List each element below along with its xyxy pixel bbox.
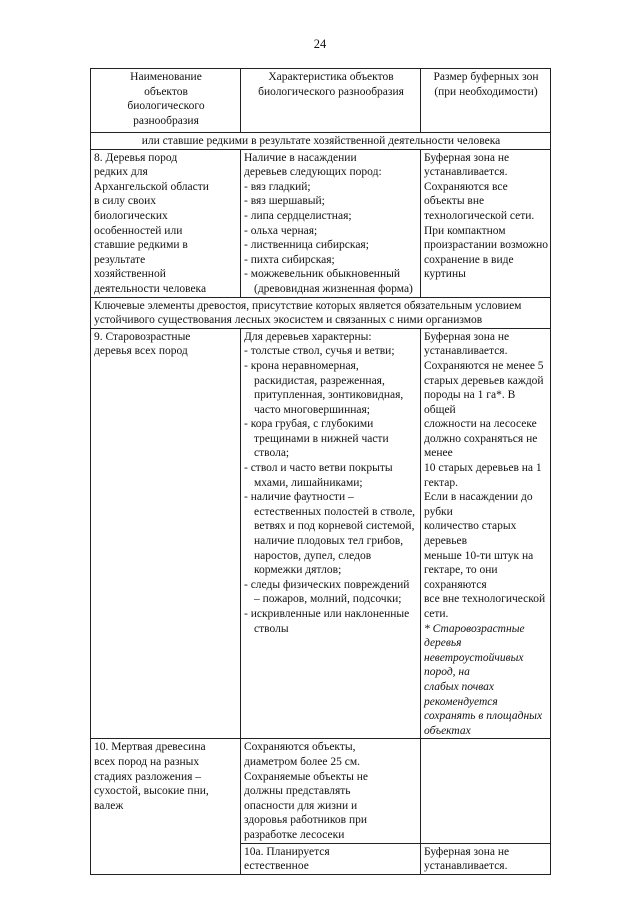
- biodiversity-table: [90, 68, 551, 875]
- text-line: объектах: [424, 724, 471, 737]
- text-line: особенностей или: [94, 224, 183, 237]
- text-line: объектов: [144, 85, 188, 98]
- text-line: опасности для жизни и: [244, 799, 358, 812]
- list-item: - ствол и часто ветви покрыты мхами, лишайниками;: [244, 462, 393, 489]
- table-row-8: [91, 149, 551, 297]
- text-line: деревья всех пород: [94, 345, 188, 358]
- text-line: здоровья работников при: [244, 814, 368, 827]
- row9-characteristic-cell: [241, 328, 421, 739]
- text-line: деятельности человека: [94, 282, 207, 295]
- text-line: старых деревьев каждой: [424, 374, 544, 387]
- text-line: стадиях разложения –: [94, 770, 202, 783]
- page-number: 24: [313, 37, 327, 51]
- row10-buffer-cell: [421, 739, 551, 843]
- text-line: биологического: [127, 100, 205, 113]
- row9-buffer-text: [424, 330, 548, 622]
- list-item: - можжевельник обыкновенный (древовидная жизненная форма): [244, 268, 413, 295]
- text-line: устанавливается.: [424, 860, 508, 873]
- text-line: 10а. Планируется: [244, 845, 330, 858]
- text-line: биологических: [94, 209, 168, 222]
- list-item: - наличие фаутности – естественных полостей в стволе, ветвях и под корневой системой, наличие плодовых тел грибов, наростов, дупел, следов кормежки дятлов;: [244, 491, 416, 577]
- text-line: Буферная зона не: [424, 845, 510, 858]
- row9-char-intro: [244, 330, 418, 345]
- text-line: * Старовозрастные деревья: [424, 622, 525, 650]
- text-line: слабых почвах рекомендуется: [424, 680, 498, 708]
- text-line: Если в насаждении до рубки: [424, 491, 533, 518]
- list-item: - липа сердцелистная;: [244, 209, 352, 222]
- text-line: (при необходимости): [434, 85, 538, 98]
- text-line: Сохраняемые объекты не: [244, 770, 368, 783]
- row8-char-list: [244, 180, 418, 297]
- list-item: - ольха черная;: [244, 224, 318, 237]
- text-line: Сохраняются не менее 5: [424, 359, 544, 372]
- text-line: 10. Мертвая древесина: [94, 741, 206, 754]
- header-row: [91, 69, 551, 133]
- text-line: биологического разнообразия: [258, 85, 404, 98]
- section-row: [91, 297, 551, 328]
- text-line: разработке лесосеки: [244, 828, 345, 841]
- list-item: - вяз гладкий;: [244, 180, 311, 193]
- row10a-characteristic-cell: [241, 843, 421, 874]
- text-line: породы на 1 га*. В общей: [424, 389, 516, 416]
- text-line: диаметром более 25 см.: [244, 755, 360, 768]
- text-line: Сохраняются все объекты вне: [424, 180, 508, 208]
- text-line: разнообразия: [133, 114, 199, 127]
- text-line: меньше 10-ти штук на: [424, 549, 534, 562]
- text-line: Наличие в насаждении: [244, 151, 357, 164]
- text-line: все вне технологической сети.: [424, 593, 546, 620]
- list-item: - вяз шершавый;: [244, 195, 325, 208]
- text-line: 10 старых деревьев на 1: [424, 462, 542, 475]
- table-row-9: [91, 328, 551, 739]
- text-line: сухостой, высокие пни,: [94, 785, 209, 798]
- text-line: гектар.: [424, 476, 459, 489]
- text-line: устанавливается.: [424, 345, 508, 358]
- text-line: Размер буферных зон: [433, 71, 539, 83]
- text-line: хозяйственной: [94, 268, 166, 281]
- text-line: сохранять в площадных: [424, 710, 543, 723]
- list-item: - толстые ствол, сучья и ветви;: [244, 345, 395, 358]
- continuation-text: или ставшие редкими в результате хозяйственной деятельности человека: [91, 133, 551, 150]
- row9-buffer-footnote: [424, 622, 548, 739]
- text-line: результате: [94, 253, 146, 266]
- text-line: технологической сети.: [424, 209, 535, 222]
- text-line: должно сохраняться не менее: [424, 432, 538, 460]
- row8-characteristic-cell: [241, 149, 421, 297]
- text-line: валеж: [94, 799, 124, 812]
- text-line: устанавливается.: [424, 166, 508, 179]
- text-line: всех пород на разных: [94, 755, 200, 768]
- text-line: ставшие редкими в: [94, 239, 188, 252]
- continuation-row: [91, 133, 551, 150]
- text-line: сохранение в виде куртины: [424, 253, 514, 281]
- text-line: естественное: [244, 860, 309, 873]
- text-line: Наименование: [130, 71, 202, 83]
- text-line: гектаре, то они сохраняются: [424, 564, 498, 591]
- header-name-cell: [91, 69, 241, 133]
- text-line: Архангельской области: [94, 180, 209, 193]
- row8-char-intro: [244, 151, 418, 180]
- row8-name-cell: [91, 149, 241, 297]
- text-line: При компактном: [424, 224, 506, 237]
- text-line: 9. Старовозрастные: [94, 330, 191, 343]
- list-item: - крона неравномерная, раскидистая, разреженная, притупленная, зонтиковидная, часто многовершинная;: [244, 359, 404, 416]
- text-line: деревьев следующих пород:: [244, 166, 382, 179]
- row9-buffer-cell: [421, 328, 551, 739]
- text-line: Характеристика объектов: [268, 71, 394, 83]
- text-line: редких для: [94, 166, 148, 179]
- table-row-10: [91, 739, 551, 843]
- text-line: сложности на лесосеке: [424, 418, 537, 431]
- list-item: - искривленные или наклоненные стволы: [244, 608, 410, 635]
- text-line: произрастании возможно: [424, 239, 548, 252]
- row10a-buffer-cell: [421, 843, 551, 874]
- text-line: Для деревьев характерны:: [244, 330, 372, 343]
- text-line: Буферная зона не: [424, 330, 510, 343]
- row8-buffer-cell: [421, 149, 551, 297]
- header-buffer-cell: [421, 69, 551, 133]
- text-line: неветроустойчивых пород, на: [424, 651, 524, 679]
- list-item: - кора грубая, с глубокими трещинами в нижней части ствола;: [244, 418, 389, 460]
- list-item: - пихта сибирская;: [244, 253, 335, 266]
- row9-char-list: [244, 344, 418, 636]
- text-line: Буферная зона не: [424, 151, 510, 164]
- text-line: в силу своих: [94, 195, 157, 208]
- section-text: Ключевые элементы древостоя, присутствие которых является обязательным условием устойчивого существования лесных экосистем и связанных с ними организмов: [91, 297, 551, 328]
- text-line: количество старых деревьев: [424, 520, 517, 548]
- list-item: - следы физических повреждений – пожаров, молний, подсочки;: [244, 578, 410, 606]
- text-line: Сохраняются объекты,: [244, 741, 356, 754]
- row10-characteristic-cell: [241, 739, 421, 843]
- row9-name-cell: [91, 328, 241, 739]
- text-line: должны представлять: [244, 785, 351, 798]
- row10-name-cell: [91, 739, 241, 874]
- header-characteristic-cell: [241, 69, 421, 133]
- list-item: - лиственница сибирская;: [244, 239, 369, 252]
- text-line: 8. Деревья пород: [94, 151, 178, 164]
